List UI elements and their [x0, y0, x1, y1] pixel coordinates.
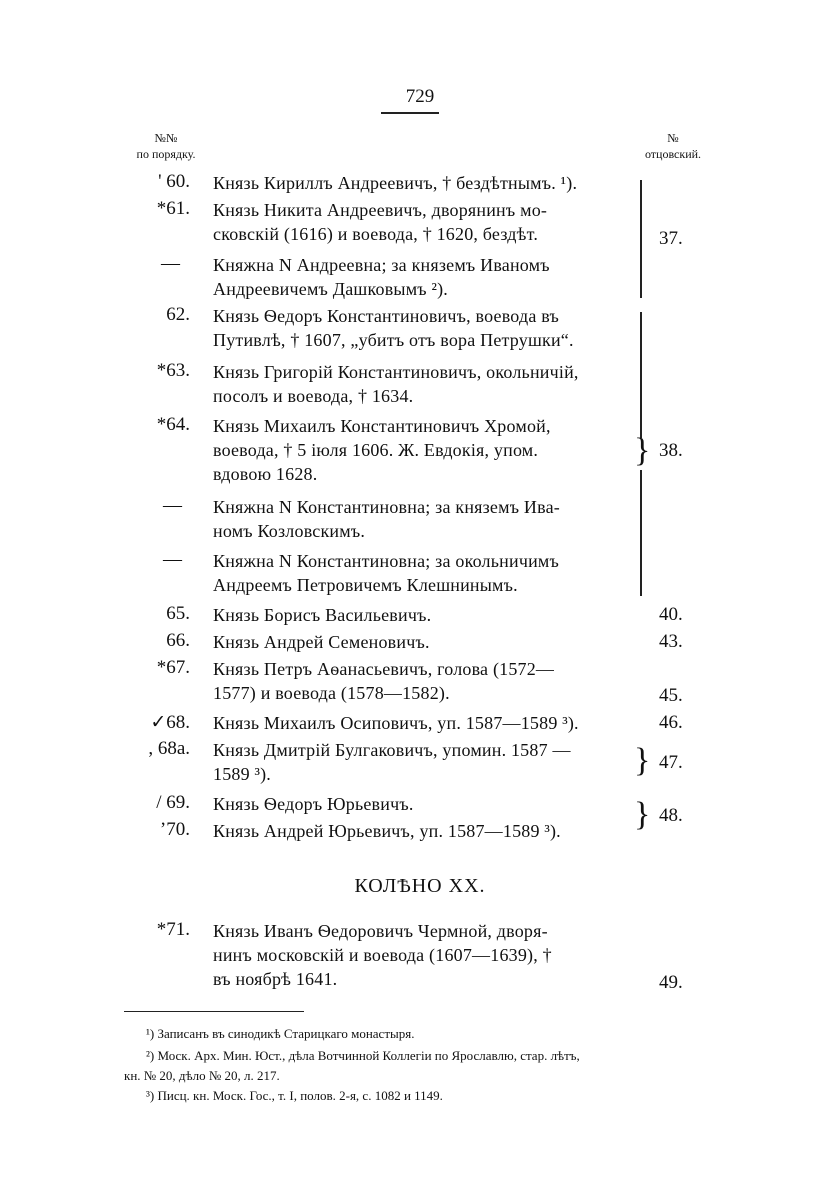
entry-line: номъ Козловскимъ. [213, 521, 366, 541]
entry-number: *63. [156, 360, 190, 381]
entry-line: сковскій (1616) и воевода, † 1620, бездѣт. [213, 224, 539, 244]
footnote: ¹) Записанъ въ синодикѣ Старицкаго монастыря. [146, 1026, 415, 1041]
entry-text [213, 630, 625, 654]
father-ref: 38. [659, 440, 683, 461]
brace-mid: } [634, 432, 651, 469]
father-ref: 47. [659, 752, 683, 773]
entry-line: Князь Михаилъ Осиповичъ, уп. 1587—1589 ³). [213, 713, 579, 733]
entry-line: въ ноябрѣ 1641. [213, 969, 338, 989]
entry-number: ʼ70. [159, 819, 190, 840]
father-ref: 49. [659, 972, 683, 993]
entry-number: , 68а. [148, 738, 190, 759]
entry-line: Князь Дмитрій Булгаковичъ, упомин. 1587 — [213, 740, 571, 760]
entry-number: *64. [156, 414, 190, 435]
entry-number: ' 60. [158, 171, 190, 192]
entry-number: *71. [156, 919, 190, 940]
father-ref: 43. [659, 631, 683, 652]
entry-line: Княжна N Константиновна; за княземъ Ива- [213, 497, 560, 517]
entry-line: Князь Ѳедоръ Юрьевичъ. [213, 794, 414, 814]
entry-number: / 69. [156, 792, 190, 813]
entry-text [213, 171, 625, 195]
left-column-header [124, 130, 208, 162]
entry-number: *67. [156, 657, 190, 678]
entry-line: посолъ и воевода, † 1634. [213, 386, 414, 406]
page-number: 729 [405, 86, 435, 107]
entry-text [213, 738, 625, 786]
entry-text [213, 792, 625, 816]
brace-47: } [634, 742, 651, 779]
entry-line: Князь Ѳедоръ Константиновичъ, воевода въ [213, 306, 559, 326]
footnote: ³) Писц. кн. Моск. Гос., т. I, полов. 2-я, с. 1082 и 1149. [146, 1088, 443, 1103]
entry-line: 1589 ³). [213, 764, 271, 784]
entry-text [213, 657, 625, 705]
entry-line: Князь Андрей Семеновичъ. [213, 632, 430, 652]
entry-text [213, 549, 625, 597]
entry-number: 66. [166, 630, 190, 651]
entry-line: вдовою 1628. [213, 464, 318, 484]
entry-line: Князь Иванъ Ѳедоровичъ Чермной, дворя- [213, 921, 548, 941]
bracket-line [640, 312, 642, 438]
father-ref: 45. [659, 685, 683, 706]
father-ref: 48. [659, 805, 683, 826]
father-ref: 37. [659, 228, 683, 249]
entry-line: Князь Никита Андреевичъ, дворянинъ мо- [213, 200, 548, 220]
entry-number: — [163, 495, 182, 516]
entry-number: 62. [166, 304, 190, 325]
footnote: кн. № 20, дѣло № 20, л. 217. [124, 1068, 280, 1083]
entry-line: Князь Кириллъ Андреевичъ, † бездѣтнымъ. ¹). [213, 173, 578, 193]
right-column-header [634, 130, 712, 162]
entry-line: Князь Михаилъ Константиновичъ Хромой, [213, 416, 551, 436]
entry-line: 1577) и воевода (1578—1582). [213, 683, 450, 703]
left-header-line2: по порядку. [136, 147, 196, 161]
entry-number: 65. [166, 603, 190, 624]
entry-text [213, 414, 625, 486]
entry-text [213, 198, 625, 246]
entry-line: воевода, † 5 іюля 1606. Ж. Евдокія, упом. [213, 440, 539, 460]
entry-line: Князь Григорій Константиновичъ, окольничій, [213, 362, 579, 382]
entry-text [213, 304, 625, 352]
entry-line: Княжна N Андреевна; за княземъ Иваномъ [213, 255, 550, 275]
entry-text [213, 711, 625, 735]
entry-text [213, 360, 625, 408]
entry-text [213, 253, 625, 301]
entry-line: нинъ московскій и воевода (1607—1639), † [213, 945, 552, 965]
bracket-line [640, 180, 642, 298]
entry-text [213, 819, 625, 843]
section-title: КОЛѢНО XX. [354, 875, 486, 897]
page-number-rule [381, 112, 439, 114]
right-header-line1: № [667, 131, 679, 145]
entry-number: *61. [156, 198, 190, 219]
left-header-line1: №№ [154, 131, 178, 145]
entry-line: Андреевичемъ Дашковымъ ²). [213, 279, 448, 299]
entry-number: — [161, 253, 180, 274]
brace-48: } [634, 796, 651, 833]
entry-line: Князь Андрей Юрьевичъ, уп. 1587—1589 ³). [213, 821, 561, 841]
entry-line: Андреемъ Петровичемъ Клешнинымъ. [213, 575, 518, 595]
footnote-rule [124, 1011, 304, 1012]
entry-number: ✓68. [150, 712, 190, 733]
footnote: ²) Моск. Арх. Мин. Юст., дѣла Вотчинной Коллегіи по Ярославлю, стар. лѣтъ, [146, 1048, 580, 1063]
entry-text [213, 919, 625, 991]
father-ref: 40. [659, 604, 683, 625]
entry-line: Княжна N Константиновна; за окольничимъ [213, 551, 560, 571]
entry-number: — [163, 549, 182, 570]
entry-text [213, 603, 625, 627]
entry-line: Князь Петръ Аѳанасьевичъ, голова (1572— [213, 659, 555, 679]
bracket-line [640, 470, 642, 596]
father-ref: 46. [659, 712, 683, 733]
entry-line: Князь Борисъ Васильевичъ. [213, 605, 432, 625]
entry-text [213, 495, 625, 543]
right-header-line2: отцовский. [644, 147, 702, 161]
entry-line: Путивлѣ, † 1607, „убитъ отъ вора Петрушки“. [213, 330, 574, 350]
